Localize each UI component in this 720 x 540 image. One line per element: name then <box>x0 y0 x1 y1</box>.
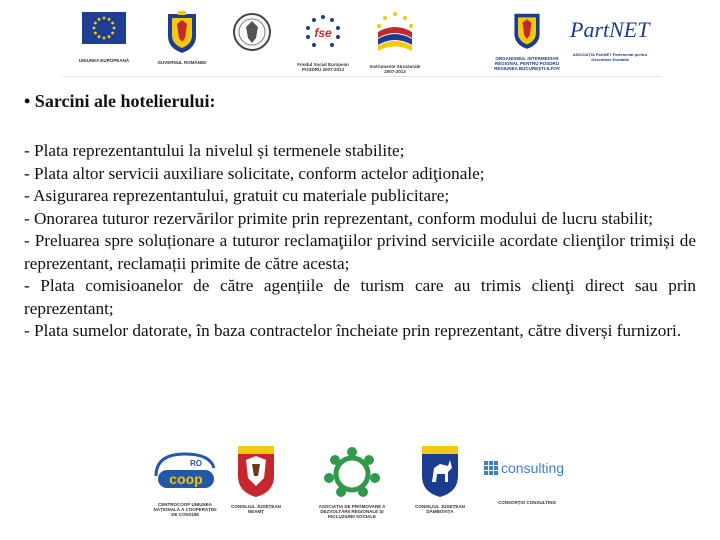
centrocoop-logo-icon <box>150 446 220 496</box>
seal-icon <box>232 12 272 52</box>
svg-text:fse: fse <box>314 26 332 40</box>
header-logo-banner <box>62 2 662 76</box>
grid-mark-icon <box>484 461 498 475</box>
logo-caption: Fondul Social European POSDRU 2007-2013 <box>297 62 349 72</box>
logo-caption: ORGANISMUL INTERMEDIAR REGIONAL PENTRU POSDRU REGIUNEA BUCUREȘTI-ILFOV <box>494 56 560 71</box>
logo-caption: Instrumente Structurale 2007-2013 <box>369 64 421 74</box>
list-item: - Preluarea spre soluționare a tuturor reclamaţiilor privind serviciile acordate clienţilor trimiși de reprezentant, reclamații primite de către acesta; <box>24 231 696 273</box>
oirposdru-crest-icon <box>509 8 545 52</box>
fse-logo <box>298 12 348 74</box>
oirposdru-logo <box>494 8 560 76</box>
dambovita-logo <box>416 442 464 534</box>
logo-caption: CONSILIUL JUDEȚEAN NEAMȚ <box>231 504 281 514</box>
list-item: - Plata sumelor datorate, în baza contractelor încheiate prin reprezentant, către diverși furnizori. <box>24 321 682 340</box>
logo-caption: GUVERNUL ROMÂNIEI <box>157 60 207 65</box>
footer-logo-banner <box>140 440 580 536</box>
centrocoop-logo <box>150 446 220 534</box>
structural-instruments-logo <box>370 10 420 74</box>
svg-text:coop: coop <box>169 471 203 487</box>
partnet-logo-icon: PartNET <box>570 17 650 42</box>
government-logo <box>157 10 207 72</box>
consulting-brand: consulting <box>501 460 565 476</box>
list-item: - Plata reprezentantului la nivelul și termenele stabilite; <box>24 141 405 160</box>
neamt-logo <box>232 442 280 534</box>
consulting-logo <box>484 460 570 530</box>
eu-logo <box>78 12 130 72</box>
logo-caption: CENTROCOOP UNIUNEA NAȚIONALĂ A COOPERAȚIEI DE CONSUM <box>153 502 217 517</box>
list-item: - Plata comisioanelor de către agențiile de turism care au trimis clienţi direct sau prin reprezentant; <box>24 276 696 318</box>
consulting-logo-icon <box>484 460 570 476</box>
fse-logo-icon <box>298 12 348 52</box>
logo-caption: ASOCIAȚIA PartNET Parteneriat pentru Dezvoltare Durabilă <box>572 52 648 62</box>
eu-flag-icon <box>82 12 126 44</box>
apdrp-logo <box>312 444 392 534</box>
logo-caption: ASOCIAȚIA DE PROMOVARE A DEZVOLTĂRII REGIONALE ȘI INCLUZIUNII SOCIALE <box>318 504 386 519</box>
content-area <box>24 90 696 343</box>
logo-caption: UNIUNEA EUROPEANĂ <box>78 58 130 63</box>
list-item: - Asigurarea reprezentantului, gratuit cu materiale publicitare; <box>24 186 450 205</box>
dambovita-crest-icon <box>418 442 462 498</box>
list-item: - Plata altor servicii auxiliare solicitate, conform actelor adiţionale; <box>24 163 485 183</box>
logo-caption: CONSORȚIO CONSULTING <box>498 500 556 505</box>
structural-instruments-icon <box>370 10 420 54</box>
romanian-government-crest-icon <box>162 10 202 54</box>
svg-text:RO: RO <box>190 459 202 468</box>
list-item: - Onorarea tuturor rezervărilor primite prin reprezentant, conform modului de lucru stabilit; <box>24 208 654 228</box>
logo-caption: CONSILIUL JUDEȚEAN DÂMBOVIȚA <box>415 504 465 514</box>
partnet-logo <box>570 18 650 74</box>
neamt-crest-icon <box>234 442 278 498</box>
section-heading: • Sarcini ale hotelierului: <box>24 91 216 111</box>
apdrp-people-icon <box>317 444 387 500</box>
seal-logo <box>232 12 272 52</box>
